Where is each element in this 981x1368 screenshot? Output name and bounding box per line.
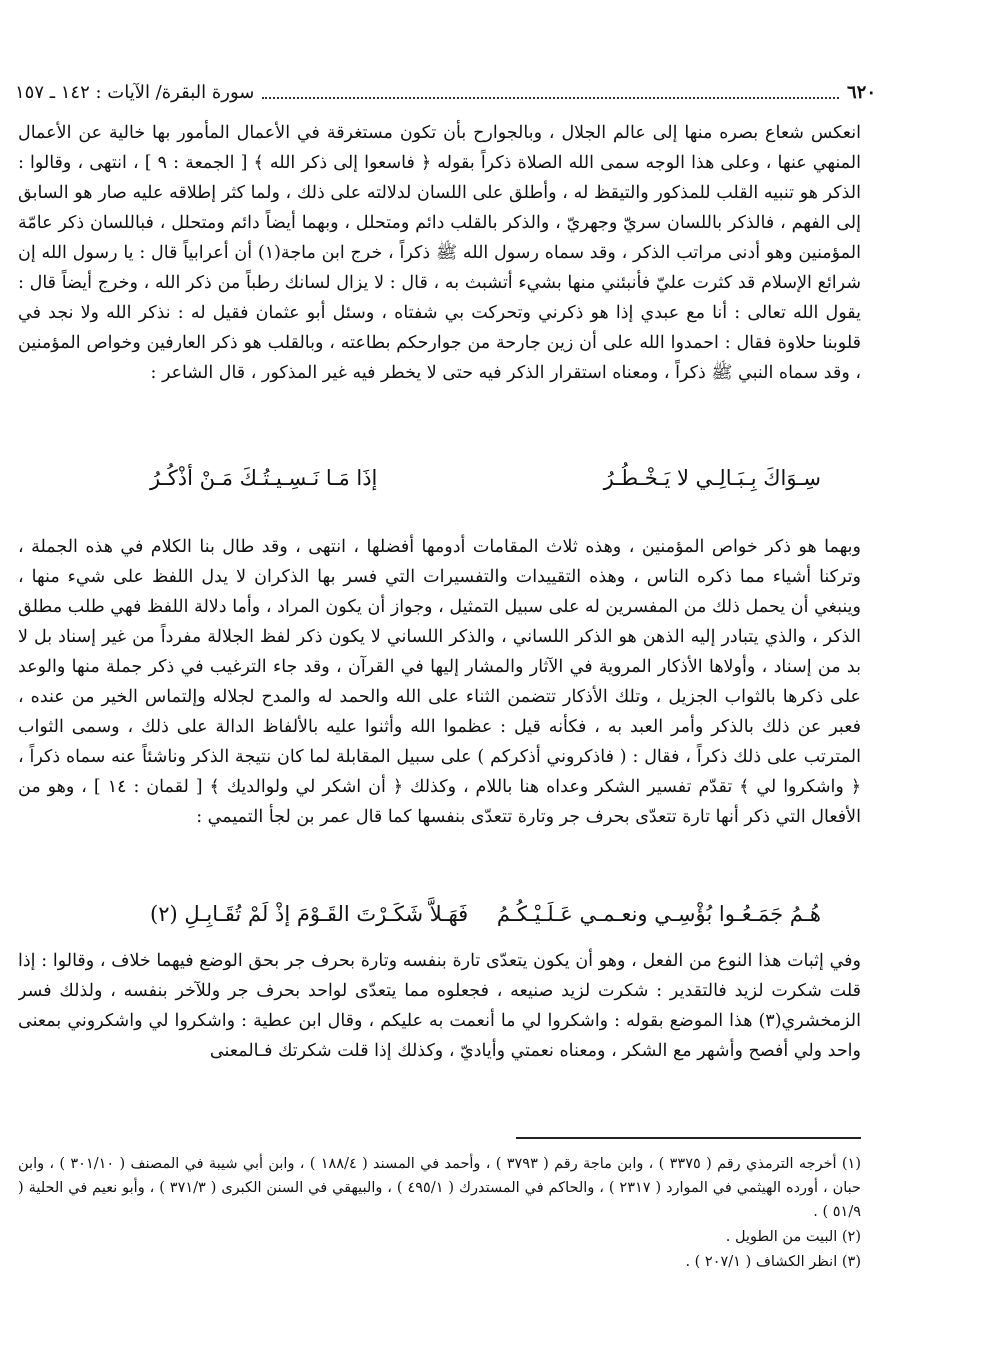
verse-second-hemistich: فَهَـلاَّ شَكَـرْتَ القَـوْمَ إذْ لَمْ تُقَـابِـلِ (٢)	[150, 902, 469, 926]
body-paragraph-1	[18, 118, 861, 460]
footnote-1: (١) أخرجه الترمذي رقم ( ٣٣٧٥ ) ، وابن ماجة رقم ( ٣٧٩٣ ) ، وأحمد في المسند ( ١٨٨/٤ ) ، وابن أبي شيبة في المصنف ( ٣٠١/١٠ ) ، وابن حبان ، أورده الهيثمي في الموارد ( ٢٣١٧ ) ، والحاكم في المستدرك ( ٤٩٥/١ ) ، والبيهقي في السنن الكبرى ( ٣٧١/٣ ) ، وأبو نعيم في الحلية ( ٥١/٩ ) .	[18, 1156, 861, 1220]
verse-first-hemistich: سِـوَاكَ بِـبَـالِـي لا يَـخْـطُـرُ	[603, 466, 821, 490]
page-number: ٦٢٠	[846, 81, 876, 103]
footnote-separator	[516, 1137, 861, 1139]
paragraph-text: وفي إثبات هذا النوع من الفعل ، وهو أن يكون يتعدّى تارة بنفسه وتارة بحرف جر بحق الوضع فيهما خلاف ، وقالوا : إذا قلت شكرت لزيد فالتقدير : شكرت لزيد صنيعه ، فجعلوه مما يتعدّى لواحد بحرف جر وللآخر بنفسه ، ولذلك فسر الزمخشري(٣) هذا الموضع بقوله : واشكروا لي ما أنعمت به عليكم ، وقال ابن عطية : واشكروا لي واشكروني بمعنى واحد ولي أفصح وأشهر مع الشكر ، ومعناه نعمتي وأياديّ ، وكذلك إذا قلت شكرتك فـالمعنى	[18, 951, 861, 1061]
poetry-verse-1	[150, 466, 821, 502]
dotted-leader	[262, 85, 839, 99]
paragraph-text: انعكس شعاع بصره منها إلى عالم الجلال ، وبالجوارح بأن تكون مستغرقة في الأعمال المأمور بها خالية عن الأعمال المنهي عنها ، وعلى هذا الوجه سمى الله الصلاة ذكراً بقوله ﴿ فاسعوا إلى ذكر الله ﴾ [ الجمعة : ٩ ] ، انتهى ، وقالوا : الذكر هو تنبيه القلب للمذكور والتيقظ له ، وأطلق على اللسان لدلالته على ذلك ، ولما كثر إطلاقه عليه صار هو السابق إلى الفهم ، فالذكر باللسان سريّ وجهريّ ، والذكر بالقلب دائم ومتحلل ، وبهما أيضاً دائم ومتحلل ، فباللسان ذكر عامّة المؤمنين وهو أدنى مراتب الذكر ، وقد سماه رسول الله ﷺ ذكراً ، خرج ابن ماجة(١) أن أعرابياً قال : يا رسول الله إن شرائع الإسلام قد كثرت عليّ فأنبئني منها بشيء أتشبث به ، قال : لا يزال لسانك رطباً من ذكر الله ، وخرج أيضاً قال : يقول الله تعالى : أنا مع عبدي إذا هو ذكرني وتحركت بي شفتاه ، وسئل أبو عثمان فقيل له : نذكر الله ولا نجد في قلوبنا حلاوة فقال : احمدوا الله على أن زين جارحة من جوارحكم بطاعته ، وبالقلب هو ذكر العارفين وخواص المؤمنين ، وقد سماه النبي ﷺ ذكراً ، ومعناه استقرار الذكر فيه حتى لا يخطر فيه غير المذكور ، قال الشاعر :	[18, 123, 861, 383]
verse-second-hemistich: إذَا مَـا نَـسِـيـتُـكَ مَـنْ أذْكُـرُ	[150, 466, 378, 490]
poetry-verse-2	[150, 902, 821, 938]
footnote-3: (٣) انظر الكشاف ( ٢٠٧/١ ) .	[685, 1254, 861, 1270]
paragraph-text: وبهما هو ذكر خواص المؤمنين ، وهذه ثلاث المقامات أدومها أفضلها ، انتهى ، وقد طال بنا الكلام في هذه الجملة ، وتركنا أشياء مما ذكره الناس ، وهذه التقييدات والتفسيرات التي فسر بها الذكران لا يدل اللفظ على شيء منها ، وينبغي أن يحمل ذلك من المفسرين له على سبيل التمثيل ، وجواز أن يكون المراد ، وأما دلالة اللفظ فهي طلب مطلق الذكر ، والذي يتبادر إليه الذهن هو الذكر اللساني ، والذكر اللساني لا يكون ذكر لفظ الجلالة مفرداً من غير إسناد بل لا بد من إسناد ، وأولاها الأذكار المروية في الآثار والمشار إليها في القرآن ، وقد جاء الترغيب في ذكر جملة منها والوعد على ذكرها بالثواب الجزيل ، وتلك الأذكار تتضمن الثناء على الله والحمد له والمدح لجلاله وإلتماس الخير من عنده ، فعبر عن ذلك بالذكر وأمر العبد به ، فكأنه قيل : عظموا الله وأثنوا عليه بالألفاظ الدالة على ذلك ، وسمى الثواب المترتب على ذلك ذكراً ، فقال : ( فاذكروني أذكركم ) على سبيل المقابلة لما كان نتيجة الذكر وناشئاً عنه سماه ذكراً ، ﴿ واشكروا لي ﴾ تقدّم تفسير الشكر وعداه هنا باللام ، وكذلك ﴿ أن اشكر لي ولوالديك ﴾ [ لقمان : ١٤ ] ، وهو من الأفعال التي ذكر أنها تارة تتعدّى بحرف جر وتارة تتعدّى بنفسها كما قال عمر بن لجأ التميمي :	[18, 537, 861, 827]
running-header	[15, 78, 876, 106]
body-paragraph-3	[18, 946, 861, 1100]
body-paragraph-2	[18, 532, 861, 894]
footnote-2: (٢) البيت من الطويل .	[725, 1229, 861, 1245]
section-title: سورة البقرة/ الآيات : ١٤٢ ـ ١٥٧	[15, 81, 255, 103]
verse-first-hemistich: هُـمُ جَمَـعُـوا بُؤْسِـي ونعـمـي عَـلَـيْـكُـمُ	[496, 902, 821, 926]
footnotes	[18, 1152, 861, 1275]
